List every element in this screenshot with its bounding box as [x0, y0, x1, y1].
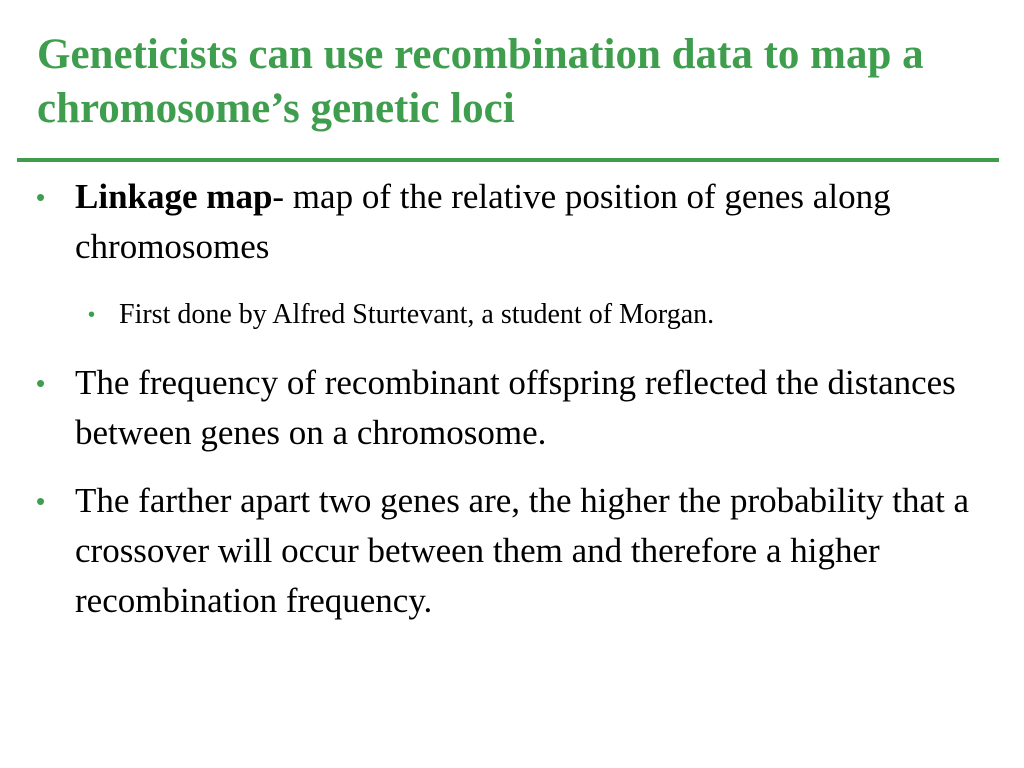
bullet-text: First done by Alfred Sturtevant, a student of Morgan.: [119, 299, 715, 330]
bullet-text: - map of the relative position of genes along chromosomes: [75, 177, 891, 266]
bullet-list: [0, 172, 1024, 626]
bullet-linkage-map: [0, 172, 1024, 272]
bullet-dot-icon: •: [36, 486, 46, 516]
bullet-recombinant-frequency: [0, 358, 1024, 458]
bullet-dot-icon: •: [36, 182, 46, 212]
bullet-text: The farther apart two genes are, the higher the probability that a crossover will occur between them and therefore a higher recombination frequency.: [75, 481, 970, 620]
bullet-term: Linkage map: [75, 177, 273, 216]
sub-bullet-sturtevant: [0, 295, 1024, 335]
bullet-dot-icon: •: [88, 304, 96, 326]
bullet-text: The frequency of recombinant offspring reflected the distances between genes on a chromosome.: [75, 363, 956, 452]
title-underline: [17, 158, 999, 162]
bullet-crossover-probability: [0, 476, 1024, 626]
bullet-dot-icon: •: [36, 368, 46, 398]
slide-title: Geneticists can use recombination data to map a chromosome’s genetic loci: [37, 31, 924, 132]
